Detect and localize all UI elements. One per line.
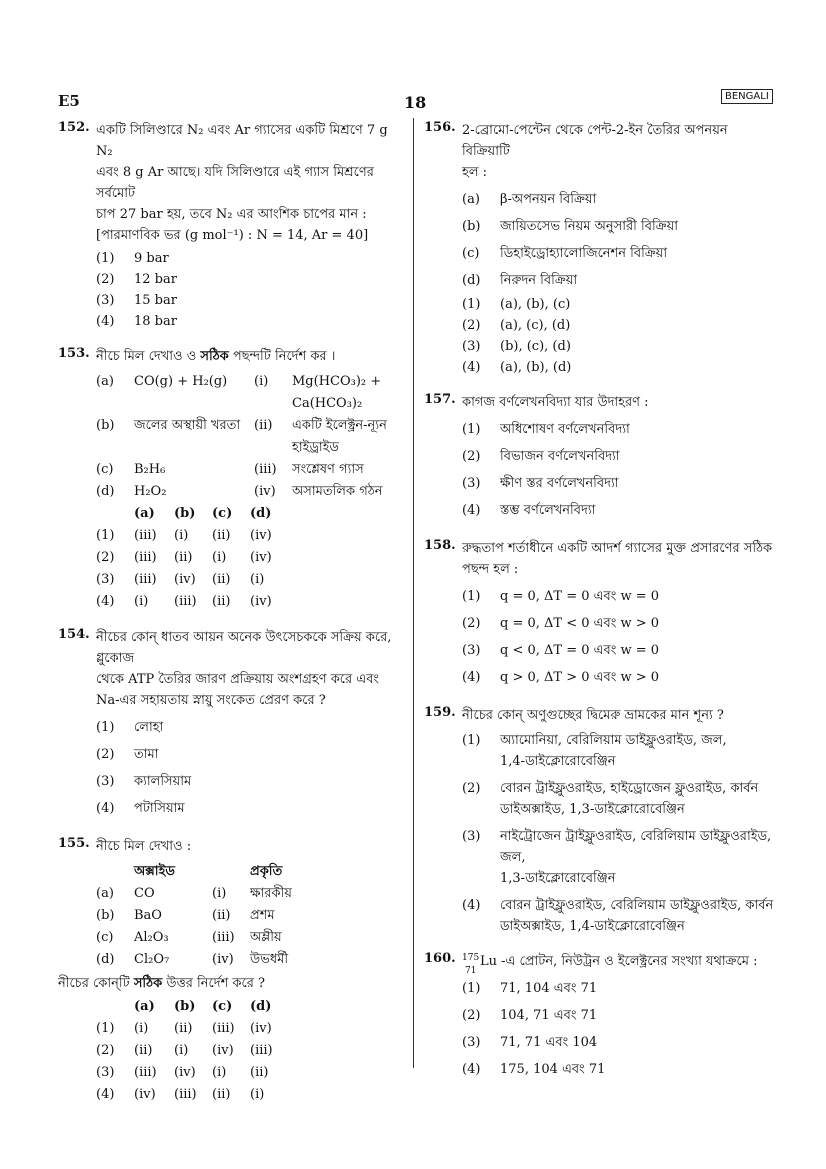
grid-cell: (iii) [174, 594, 197, 609]
left-column [58, 120, 408, 1116]
option-text: 175, 104 এবং 71 [500, 1062, 606, 1077]
option[interactable] [96, 269, 408, 290]
option-label: (3) [462, 643, 481, 658]
row-label: (b) [96, 908, 115, 923]
row-label [96, 437, 134, 459]
grid-cell: (i) [134, 1021, 149, 1036]
statement [462, 240, 774, 267]
option-text: q > 0, ΔT > 0 এবং w > 0 [500, 670, 660, 685]
row-label: (iv) [212, 952, 234, 967]
option-label: (1) [96, 1021, 115, 1036]
match-row [96, 905, 292, 927]
row-label: (d) [96, 484, 115, 499]
row-label: (iii) [254, 462, 277, 477]
question-152 [58, 120, 408, 332]
grid-cell: (iii) [212, 1021, 235, 1036]
stem-part: নীচের কোন্‌টি [58, 976, 134, 991]
option[interactable] [96, 741, 408, 768]
answer-option[interactable] [96, 547, 272, 569]
row-label: (iii) [212, 930, 235, 945]
option-text: ক্যালসিয়াম [134, 774, 192, 789]
row-item: হাইড্রাইড [292, 440, 339, 455]
option-text: ক্ষীণ স্তর বর্ণলেখনবিদ্যা [500, 476, 619, 491]
row-label: (d) [96, 952, 115, 967]
match-table [96, 861, 292, 971]
row-item [134, 437, 254, 459]
page-number: 18 [404, 93, 427, 112]
option[interactable] [462, 315, 774, 336]
statement-label: (c) [462, 246, 480, 261]
option-label: (2) [462, 318, 481, 333]
question-number: 157. [424, 392, 456, 407]
question-155 [58, 836, 408, 1106]
question-text [96, 346, 408, 367]
option[interactable] [462, 497, 774, 524]
question-number: 158. [424, 538, 456, 553]
stem-part: -এ প্রোটন, নিউট্রন ও ইলেক্ট্রনের সংখ্যা যথাক্রমে : [497, 954, 758, 969]
row-item: Cl₂O₇ [134, 952, 170, 967]
grid-head: (c) [212, 506, 233, 521]
option-text: বোরন ট্রাইফ্লুওরাইড, বেরিলিয়াম ডাইফ্লুওরাইড, কার্বন [500, 898, 774, 913]
row-label [254, 437, 292, 459]
row-item: জলের অস্থায়ী খরতা [134, 418, 241, 433]
row-item: সংশ্লেষণ গ্যাস [292, 462, 364, 477]
option[interactable] [462, 1029, 774, 1056]
statement [462, 186, 774, 213]
question-text: কাগজ বর্ণলেখনবিদ্যা যার উদাহরণ : [462, 395, 649, 410]
row-item: CO [134, 886, 155, 901]
column-heading: অক্সাইড [134, 864, 175, 879]
row-label: (i) [254, 374, 269, 389]
answer-grid-header [96, 996, 273, 1018]
question-157 [424, 392, 774, 524]
question-text: হল : [462, 165, 488, 180]
option-text: 1,3-ডাইক্লোরোবেঞ্জিন [500, 871, 616, 886]
element-symbol: Lu [480, 954, 498, 969]
option-text: q = 0, ΔT = 0 এবং w = 0 [500, 589, 660, 604]
option[interactable] [462, 975, 774, 1002]
grid-cell: (i) [134, 594, 149, 609]
option-text: (a), (b), (d) [500, 360, 572, 375]
option[interactable] [96, 290, 408, 311]
question-text [462, 951, 774, 976]
answer-option[interactable] [96, 1084, 273, 1106]
question-156 [424, 120, 774, 378]
column-divider [413, 118, 414, 1068]
mass-number: 175 [462, 952, 480, 963]
grid-head: (b) [174, 506, 196, 521]
grid-head: (b) [174, 999, 196, 1014]
language-badge: BENGALI [721, 89, 773, 104]
answer-option[interactable] [96, 525, 272, 547]
option-label: (4) [96, 1087, 115, 1102]
statement-label: (a) [462, 192, 480, 207]
row-label: (b) [96, 418, 115, 433]
option-label: (2) [462, 1008, 481, 1023]
row-label: (iv) [254, 484, 276, 499]
option-label: (1) [462, 589, 481, 604]
grid-cell: (ii) [174, 550, 193, 565]
match-row [96, 883, 292, 905]
option-label: (3) [96, 1065, 115, 1080]
option-label: (4) [462, 503, 481, 518]
option-text: ডাইঅক্সাইড, 1,4-ডাইক্লোরোবেঞ্জিন [500, 919, 685, 934]
row-item: প্রশম [250, 908, 275, 923]
option[interactable] [462, 610, 774, 637]
option-text: বোরন ট্রাইফ্লুওরাইড, হাইড্রোজেন ফ্লুওরাইড, কার্বন [500, 781, 759, 796]
option-text: 71, 71 এবং 104 [500, 1035, 598, 1050]
option[interactable] [462, 1056, 774, 1083]
grid-head: (d) [250, 506, 272, 521]
option-label: (3) [462, 829, 481, 844]
atomic-number: 71 [465, 965, 477, 976]
answer-option[interactable] [96, 1018, 273, 1040]
option[interactable] [462, 416, 774, 443]
row-label [254, 393, 292, 415]
answer-option[interactable] [96, 1062, 273, 1084]
question-text: একটি সিলিণ্ডারে N₂ এবং Ar গ্যাসের একটি মিশ্রণে 7 g N₂ [96, 123, 388, 159]
question-text [58, 973, 408, 994]
stem-emphasis: সঠিক [200, 349, 229, 364]
grid-cell: (iv) [174, 572, 196, 587]
statement-text: β-অপনয়ন বিক্রিয়া [500, 192, 597, 207]
option-text: q < 0, ΔT = 0 এবং w = 0 [500, 643, 660, 658]
question-text: [পারমাণবিক ভর (g mol⁻¹) : N = 14, Ar = 40] [96, 228, 369, 243]
answer-option[interactable] [96, 591, 272, 613]
statement [462, 213, 774, 240]
question-153 [58, 346, 408, 613]
question-number: 155. [58, 836, 90, 851]
grid-cell: (iv) [250, 528, 272, 543]
option-text: 12 bar [134, 272, 177, 287]
option[interactable] [96, 248, 408, 269]
option-text: অধিশোষণ বর্ণলেখনবিদ্যা [500, 422, 630, 437]
row-item: ক্ষারকীয় [250, 886, 292, 901]
match-table [96, 371, 387, 503]
option-label: (2) [462, 449, 481, 464]
question-number: 153. [58, 346, 90, 361]
statement-label: (b) [462, 219, 481, 234]
question-number: 160. [424, 951, 456, 966]
grid-cell: (iii) [134, 1065, 157, 1080]
row-item: B₂H₆ [134, 462, 166, 477]
grid-cell: (iv) [174, 1065, 196, 1080]
option-label: (4) [462, 360, 481, 375]
option[interactable] [462, 664, 774, 691]
option-label: (2) [462, 616, 481, 631]
option-label: (2) [96, 272, 115, 287]
row-label: (ii) [212, 908, 231, 923]
row-item: অম্লীয় [250, 930, 282, 945]
option-text: নাইট্রোজেন ট্রাইফ্লুওরাইড, বেরিলিয়াম ডাইফ্লুওরাইড, জল, [500, 829, 772, 865]
answer-option[interactable] [96, 1040, 273, 1062]
grid-cell: (ii) [174, 1021, 193, 1036]
stem-emphasis: সঠিক [133, 976, 163, 991]
match-row [96, 481, 387, 503]
option-label: (4) [96, 314, 115, 329]
option-label: (1) [462, 297, 481, 312]
answer-grid [96, 503, 272, 613]
grid-cell: (iii) [134, 550, 157, 565]
answer-option[interactable] [96, 569, 272, 591]
option-label: (3) [96, 293, 115, 308]
option-label: (4) [462, 898, 481, 913]
option-label: (1) [462, 422, 481, 437]
question-text: Na-এর সহায়তায় স্নায়ু সংকেত প্রেরণ করে ? [96, 693, 326, 708]
question-number: 154. [58, 627, 90, 642]
row-label: (a) [96, 374, 114, 389]
answer-grid [96, 996, 273, 1106]
option-label: (1) [462, 733, 481, 748]
stem-part: উত্তর নির্দেশ করে ? [162, 976, 265, 991]
grid-cell: (ii) [250, 1065, 269, 1080]
column-heading: প্রকৃতি [250, 864, 283, 879]
grid-cell: (iii) [134, 528, 157, 543]
option[interactable] [462, 443, 774, 470]
row-item: Al₂O₃ [134, 930, 169, 945]
question-text: এবং 8 g Ar আছে। যদি সিলিণ্ডারে এই গ্যাস মিশ্রণের সর্বমোট [96, 165, 374, 201]
match-row [96, 459, 387, 481]
grid-head: (d) [250, 999, 272, 1014]
match-row [96, 393, 387, 415]
option-label: (4) [96, 801, 115, 816]
match-header [96, 861, 292, 883]
answer-grid-header [96, 503, 272, 525]
grid-head: (c) [212, 999, 233, 1014]
row-item: Ca(HCO₃)₂ [292, 396, 363, 411]
grid-cell: (iv) [212, 1043, 234, 1058]
option-label: (2) [462, 781, 481, 796]
option-label: (3) [462, 1035, 481, 1050]
option-label: (2) [96, 747, 115, 762]
grid-cell: (iv) [250, 550, 272, 565]
option-text: বিভাজন বর্ণলেখনবিদ্যা [500, 449, 620, 464]
match-row [96, 371, 387, 393]
grid-cell: (i) [250, 572, 265, 587]
question-text: থেকে ATP তৈরির জারণ প্রক্রিয়ায় অংশগ্রহণ করে এবং [96, 672, 380, 687]
grid-cell: (iii) [134, 572, 157, 587]
grid-cell: (ii) [212, 572, 231, 587]
grid-cell: (i) [212, 1065, 227, 1080]
grid-cell: (i) [174, 1043, 189, 1058]
option-text: 1,4-ডাইক্লোরোবেঞ্জিন [500, 754, 616, 769]
option[interactable] [462, 778, 774, 820]
stem-part: পছন্দটি নির্দেশ কর । [228, 349, 336, 364]
grid-cell: (i) [250, 1087, 265, 1102]
nuclide-notation [462, 952, 480, 976]
stem-part: নীচে মিল দেখাও ও [96, 349, 201, 364]
option[interactable] [96, 714, 408, 741]
question-text: রুদ্ধতাপ শর্তাধীনে একটি আদর্শ গ্যাসের মুক্ত প্রসারণের সঠিক [462, 541, 773, 556]
grid-cell: (ii) [212, 1087, 231, 1102]
match-row [96, 437, 387, 459]
grid-cell: (iv) [250, 1021, 272, 1036]
option-text: লোহা [134, 720, 164, 735]
option-label: (4) [462, 1062, 481, 1077]
grid-cell: (i) [174, 528, 189, 543]
option-text: (a), (b), (c) [500, 297, 571, 312]
statement-text: নিরুদন বিক্রিয়া [500, 273, 578, 288]
option-label: (1) [96, 720, 115, 735]
question-text: নীচে মিল দেখাও : [96, 839, 192, 854]
option[interactable] [462, 895, 774, 937]
row-label [96, 393, 134, 415]
option-label: (3) [462, 339, 481, 354]
option[interactable] [96, 795, 408, 822]
option-text: (a), (c), (d) [500, 318, 571, 333]
row-label: (c) [96, 930, 114, 945]
grid-cell: (i) [212, 550, 227, 565]
grid-head: (a) [134, 506, 155, 521]
row-label: (i) [212, 886, 227, 901]
match-row [96, 949, 292, 971]
option-label: (2) [96, 550, 115, 565]
option-text: তামা [134, 747, 159, 762]
option[interactable] [462, 336, 774, 357]
option-label: (2) [96, 1043, 115, 1058]
option-label: (3) [96, 572, 115, 587]
statement-text: ডিহাইড্রোহ্যালোজিনেশন বিক্রিয়া [500, 246, 668, 261]
question-text: নীচের কোন্ অণুগুচ্ছের দ্বিমেরু ভ্রামকের মান শূন্য ? [462, 708, 724, 723]
option-text: (b), (c), (d) [500, 339, 571, 354]
row-label: (c) [96, 462, 114, 477]
row-item: উভধর্মী [250, 952, 289, 967]
option[interactable] [462, 357, 774, 378]
option-text: 104, 71 এবং 71 [500, 1008, 598, 1023]
option-text: 9 bar [134, 251, 169, 266]
grid-cell: (iv) [134, 1087, 156, 1102]
option-label: (4) [462, 670, 481, 685]
question-text: 2-ব্রোমো-পেন্টেন থেকে পেন্ট-2-ইন তৈরির অপনয়ন বিক্রিয়াটি [462, 123, 728, 159]
grid-cell: (ii) [212, 594, 231, 609]
option[interactable] [462, 730, 774, 772]
question-158 [424, 538, 774, 691]
option[interactable] [462, 826, 774, 889]
option[interactable] [462, 294, 774, 315]
grid-cell: (iii) [250, 1043, 273, 1058]
grid-head: (a) [134, 999, 155, 1014]
row-item: একটি ইলেক্ট্রন-ন্যূন [292, 418, 387, 433]
option-label: (1) [462, 981, 481, 996]
option-text: 18 bar [134, 314, 177, 329]
paper-code: E5 [58, 92, 80, 110]
statement-text: জায়িতসেভ নিয়ম অনুসারী বিক্রিয়া [500, 219, 678, 234]
row-item: H₂O₂ [134, 484, 167, 499]
option[interactable] [462, 470, 774, 497]
row-label: (a) [96, 886, 114, 901]
option-text: অ্যামোনিয়া, বেরিলিয়াম ডাইফ্লুওরাইড, জল, [500, 733, 727, 748]
option-text: 71, 104 এবং 71 [500, 981, 598, 996]
option-label: (3) [96, 774, 115, 789]
option-text: ডাইঅক্সাইড, 1,3-ডাইক্লোরোবেঞ্জিন [500, 802, 685, 817]
option-label: (3) [462, 476, 481, 491]
option-text: q = 0, ΔT < 0 এবং w > 0 [500, 616, 660, 631]
row-item: BaO [134, 908, 162, 923]
question-159 [424, 705, 774, 937]
row-label: (ii) [254, 418, 273, 433]
match-row [96, 415, 387, 437]
row-item [134, 393, 254, 415]
grid-cell: (ii) [134, 1043, 153, 1058]
question-text: চাপ 27 bar হয়, তবে N₂ এর আংশিক চাপের মান : [96, 207, 367, 222]
question-number: 152. [58, 120, 90, 135]
match-row [96, 927, 292, 949]
question-160 [424, 951, 774, 1083]
statement [462, 267, 774, 294]
option-label: (1) [96, 251, 115, 266]
option-text: স্তম্ভ বর্ণলেখনবিদ্যা [500, 503, 596, 518]
question-number: 156. [424, 120, 456, 135]
option-label: (1) [96, 528, 115, 543]
option[interactable] [96, 311, 408, 332]
question-text: পছন্দ হল : [462, 562, 519, 577]
row-item: অসামতলিক গঠন [292, 484, 383, 499]
option-text: 15 bar [134, 293, 177, 308]
statement-label: (d) [462, 273, 481, 288]
grid-cell: (ii) [212, 528, 231, 543]
question-text: নীচের কোন্ ধাতব আয়ন অনেক উৎসেচককে সক্রিয় করে, গ্লুকোজ [96, 630, 392, 666]
option[interactable] [462, 583, 774, 610]
option-text: পটাসিয়াম [134, 801, 185, 816]
row-item: CO(g) + H₂(g) [134, 374, 228, 389]
option[interactable] [462, 1002, 774, 1029]
grid-cell: (iii) [174, 1087, 197, 1102]
grid-cell: (iv) [250, 594, 272, 609]
question-number: 159. [424, 705, 456, 720]
option[interactable] [96, 768, 408, 795]
option[interactable] [462, 637, 774, 664]
row-item: Mg(HCO₃)₂ + [292, 374, 382, 389]
question-154 [58, 627, 408, 822]
right-column [424, 120, 774, 1093]
option-label: (4) [96, 594, 115, 609]
